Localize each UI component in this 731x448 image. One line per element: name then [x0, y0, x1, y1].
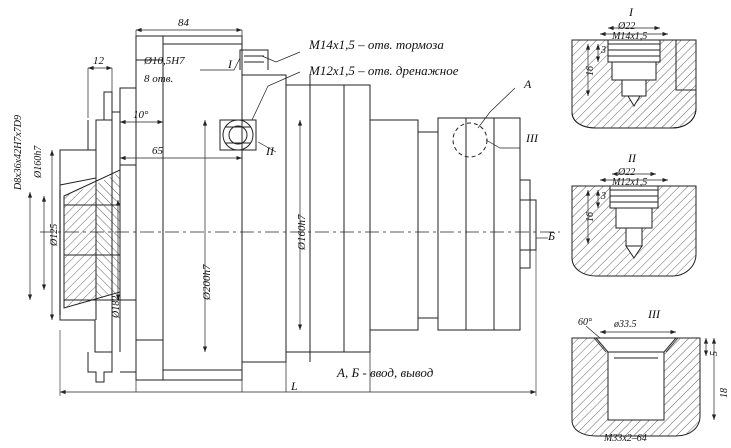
mark-A: А: [524, 77, 532, 91]
dim-hole-diameter: Ø10,5H7: [144, 55, 185, 67]
detail-III-thread: М33х2–64: [604, 433, 647, 444]
detail-III-dia: ø33.5: [614, 319, 637, 330]
mark-I: I: [228, 57, 232, 71]
detail-I-title: I: [629, 5, 633, 19]
detail-II-thread: М12х1,5: [612, 177, 648, 188]
detail-II-title: II: [628, 151, 636, 165]
detail-III-depth5: 5: [709, 351, 720, 356]
dim-65: 65: [152, 145, 163, 157]
callout-drain-thread: М12х1,5 – отв. дренажное: [309, 63, 459, 78]
mark-B: Б: [548, 229, 556, 243]
dim-L: L: [291, 379, 298, 393]
detail-II-depth16: 16: [585, 212, 596, 222]
detail-III-angle: 60°: [578, 317, 592, 328]
dim-200h7: Ø200h7: [201, 264, 213, 300]
dim-182: Ø182: [111, 295, 122, 318]
dim-10deg: 10°: [133, 109, 149, 121]
title-note: А, Б - ввод, вывод: [337, 365, 434, 380]
dim-84: 84: [178, 17, 189, 29]
detail-II-depth3: 3: [601, 191, 606, 202]
detail-III-depth18: 18: [719, 388, 730, 398]
dim-160h7-left: Ø160h7: [33, 145, 44, 178]
mark-III: III: [526, 131, 538, 145]
dim-12: 12: [93, 55, 104, 67]
dim-spline: D8x36x42H7x7D9: [13, 115, 24, 190]
detail-II-dia: Ø22: [618, 167, 636, 178]
mark-II: II: [266, 144, 274, 158]
callout-brake-thread: М14х1,5 – отв. тормоза: [309, 37, 444, 52]
detail-III-title: III: [648, 307, 660, 321]
dim-hole-count: 8 отв.: [144, 73, 174, 85]
detail-I-dia: Ø22: [618, 21, 636, 32]
detail-I-depth16: 16: [585, 66, 596, 76]
detail-I-thread: М14х1,5: [612, 31, 648, 42]
detail-I-depth3: 3: [601, 45, 606, 56]
dim-160h7-mid: Ø160h7: [296, 214, 308, 250]
dim-125: Ø125: [49, 223, 60, 246]
